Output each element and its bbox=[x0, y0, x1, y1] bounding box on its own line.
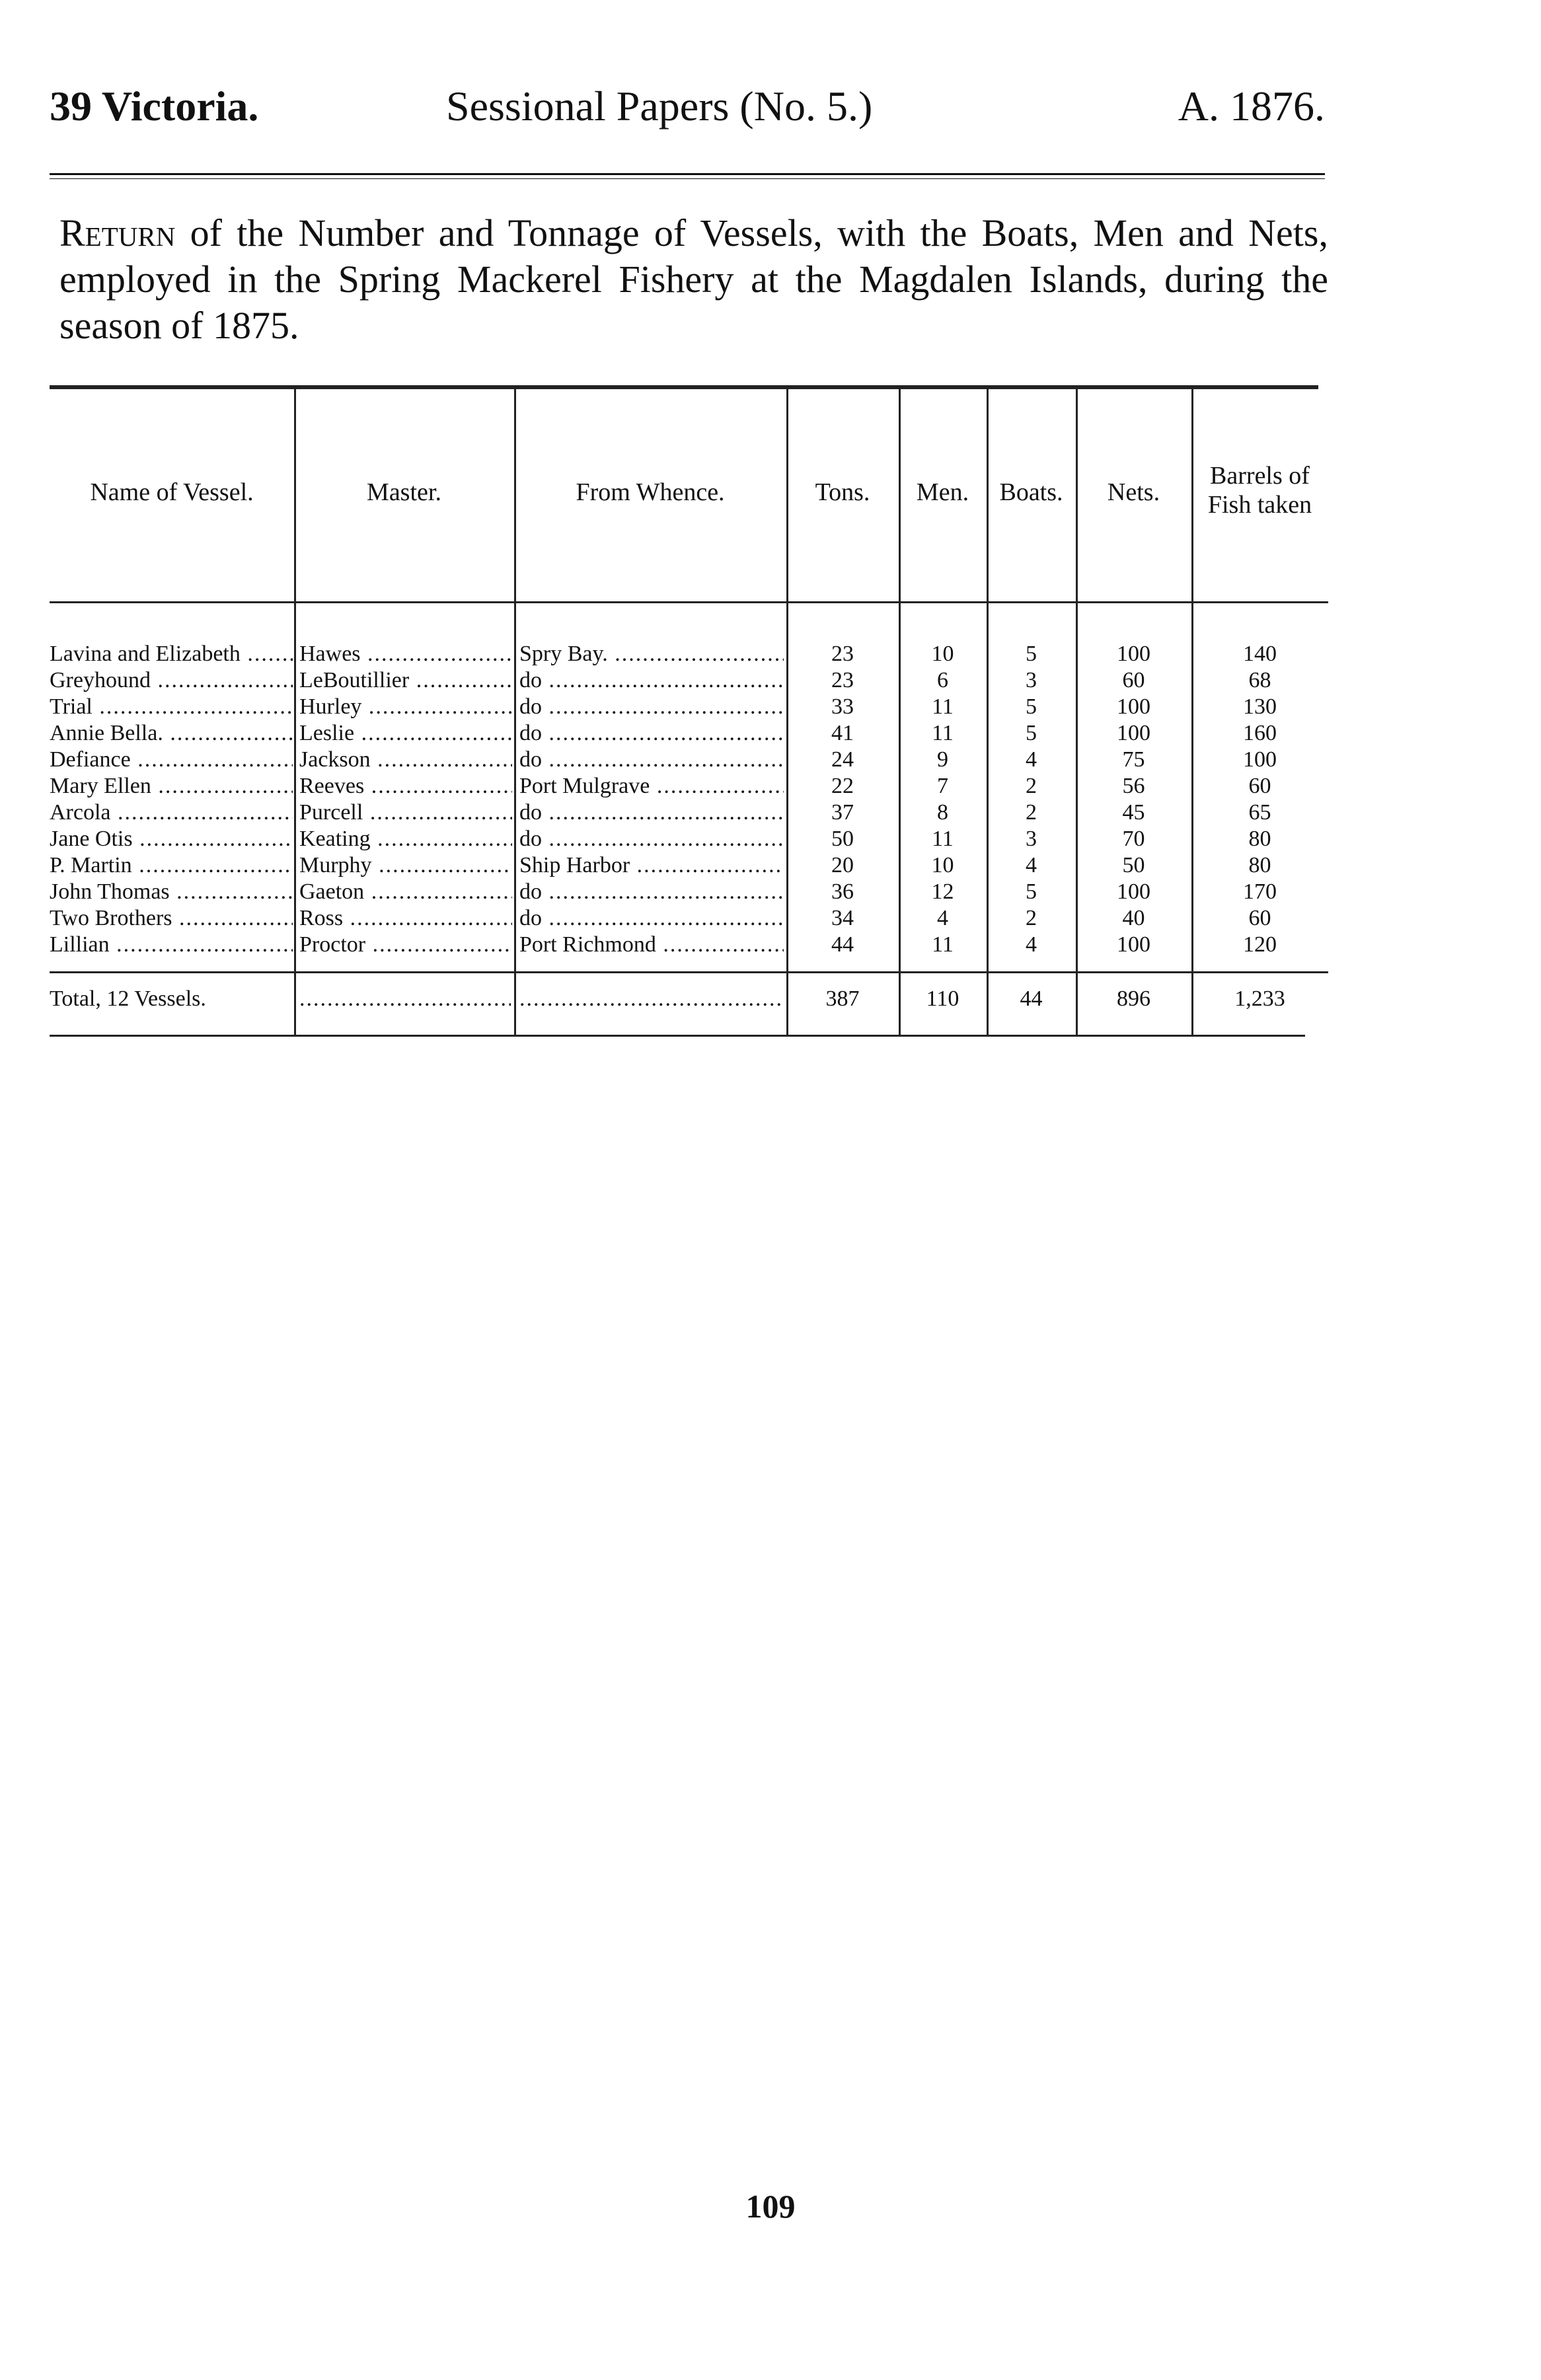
col-header-vessel: Name of Vessel. bbox=[90, 478, 254, 506]
cell-from: do ..... bbox=[519, 879, 784, 905]
cell-vessel: Lillian ..... bbox=[50, 932, 293, 957]
cell-from: do ..... bbox=[519, 694, 784, 720]
cell-nets: 56 bbox=[1122, 774, 1145, 798]
cell-boats: 4 bbox=[1026, 747, 1037, 772]
cell-master: Murphy ..... bbox=[299, 853, 512, 878]
cell-master: Gaeton ..... bbox=[299, 879, 512, 905]
cell-boats: 5 bbox=[1026, 642, 1037, 666]
total-row bbox=[50, 986, 1328, 1013]
cell-vessel: P. Martin ..... bbox=[50, 853, 293, 878]
cell-tons: 50 bbox=[831, 827, 854, 851]
cell-barrels: 160 bbox=[1243, 721, 1277, 745]
header-rule bbox=[50, 173, 1325, 175]
cell-men: 7 bbox=[937, 774, 948, 798]
total-tons: 387 bbox=[825, 986, 860, 1011]
cell-boats: 5 bbox=[1026, 694, 1037, 719]
cell-men: 4 bbox=[937, 906, 948, 930]
cell-boats: 5 bbox=[1026, 721, 1037, 745]
header-right: A. 1876. bbox=[1178, 83, 1325, 130]
cell-nets: 100 bbox=[1117, 932, 1150, 957]
cell-tons: 41 bbox=[831, 721, 854, 745]
cell-tons: 37 bbox=[831, 800, 854, 825]
table-row bbox=[50, 827, 1328, 853]
cell-tons: 24 bbox=[831, 747, 854, 772]
table-row bbox=[50, 642, 1328, 668]
cell-nets: 75 bbox=[1122, 747, 1145, 772]
cell-men: 12 bbox=[931, 879, 954, 904]
table-row bbox=[50, 721, 1328, 747]
table-row bbox=[50, 800, 1328, 827]
total-leader-master bbox=[299, 986, 511, 1012]
cell-boats: 4 bbox=[1026, 932, 1037, 957]
cell-tons: 36 bbox=[831, 879, 854, 904]
cell-tons: 33 bbox=[831, 694, 854, 719]
cell-master: Reeves ..... bbox=[299, 774, 512, 799]
total-label: Total, 12 Vessels. bbox=[50, 986, 206, 1011]
running-header bbox=[50, 82, 1325, 135]
table-row bbox=[50, 668, 1328, 694]
cell-vessel: John Thomas ..... bbox=[50, 879, 293, 905]
cell-barrels: 80 bbox=[1248, 827, 1271, 851]
cell-nets: 50 bbox=[1122, 853, 1145, 877]
title-text: of the Number and Tonnage of Vessels, with the Boats, Men and Nets, employed in the Spring Mackerel Fishery at the Magdalen Islands, during the season of 1875. bbox=[59, 211, 1328, 347]
table-row bbox=[50, 906, 1328, 932]
cell-vessel: Mary Ellen ..... bbox=[50, 774, 293, 799]
cell-men: 10 bbox=[931, 642, 954, 666]
cell-from: Port Richmond ..... bbox=[519, 932, 784, 957]
total-top-rule bbox=[50, 971, 1328, 973]
total-men: 110 bbox=[926, 986, 959, 1011]
cell-from: do ..... bbox=[519, 721, 784, 746]
header-rule-thin bbox=[50, 178, 1325, 179]
col-header-master: Master. bbox=[367, 478, 441, 506]
cell-from: Port Mulgrave ..... bbox=[519, 774, 784, 799]
cell-master: Jackson ..... bbox=[299, 747, 512, 772]
cell-men: 11 bbox=[932, 827, 954, 851]
cell-from: Ship Harbor ..... bbox=[519, 853, 784, 878]
cell-barrels: 140 bbox=[1243, 642, 1277, 666]
header-bottom-rule bbox=[50, 601, 1328, 603]
table-row bbox=[50, 774, 1328, 800]
table-row bbox=[50, 932, 1328, 959]
cell-boats: 4 bbox=[1026, 853, 1037, 877]
cell-master: Hurley ..... bbox=[299, 694, 512, 720]
cell-nets: 100 bbox=[1117, 694, 1150, 719]
cell-master: Purcell ..... bbox=[299, 800, 512, 825]
cell-tons: 44 bbox=[831, 932, 854, 957]
cell-men: 11 bbox=[932, 932, 954, 957]
page-number: 109 bbox=[745, 2188, 796, 2225]
cell-tons: 22 bbox=[831, 774, 854, 798]
col-header-tons: Tons. bbox=[815, 478, 870, 506]
cell-master: Hawes ..... bbox=[299, 642, 512, 667]
cell-barrels: 68 bbox=[1248, 668, 1271, 692]
table-row bbox=[50, 694, 1328, 721]
cell-men: 11 bbox=[932, 721, 954, 745]
cell-from: do ..... bbox=[519, 668, 784, 693]
col-header-boats: Boats. bbox=[999, 478, 1063, 506]
cell-men: 10 bbox=[931, 853, 954, 877]
cell-nets: 100 bbox=[1117, 642, 1150, 666]
cell-nets: 45 bbox=[1122, 800, 1145, 825]
cell-master: Ross ..... bbox=[299, 906, 512, 931]
cell-nets: 70 bbox=[1122, 827, 1145, 851]
header-left: 39 Victoria. bbox=[50, 83, 259, 130]
cell-vessel: Arcola ..... bbox=[50, 800, 293, 825]
cell-from: do ..... bbox=[519, 800, 784, 825]
cell-vessel: Lavina and Elizabeth ..... bbox=[50, 642, 293, 667]
document-title bbox=[59, 210, 1328, 349]
cell-barrels: 120 bbox=[1243, 932, 1277, 957]
cell-barrels: 130 bbox=[1243, 694, 1277, 719]
title-lead: Return bbox=[59, 211, 176, 254]
table-bottom-rule bbox=[50, 1035, 1305, 1037]
cell-boats: 5 bbox=[1026, 879, 1037, 904]
table-row bbox=[50, 853, 1328, 879]
cell-tons: 34 bbox=[831, 906, 854, 930]
cell-vessel: Defiance ..... bbox=[50, 747, 293, 772]
vessel-table bbox=[50, 385, 1328, 1046]
cell-men: 9 bbox=[937, 747, 948, 772]
table-row bbox=[50, 879, 1328, 906]
cell-tons: 23 bbox=[831, 668, 854, 692]
cell-boats: 3 bbox=[1026, 668, 1037, 692]
cell-tons: 23 bbox=[831, 642, 854, 666]
cell-tons: 20 bbox=[831, 853, 854, 877]
cell-nets: 40 bbox=[1122, 906, 1145, 930]
header-center: Sessional Papers (No. 5.) bbox=[446, 83, 873, 130]
cell-from: Spry Bay. ..... bbox=[519, 642, 784, 667]
cell-barrels: 100 bbox=[1243, 747, 1277, 772]
cell-men: 8 bbox=[937, 800, 948, 825]
col-header-nets: Nets. bbox=[1107, 478, 1160, 506]
table-row bbox=[50, 747, 1328, 774]
cell-master: Proctor ..... bbox=[299, 932, 512, 957]
col-header-from: From Whence. bbox=[576, 478, 725, 506]
cell-vessel: Annie Bella. ..... bbox=[50, 721, 293, 746]
col-header-men: Men. bbox=[916, 478, 969, 506]
cell-nets: 60 bbox=[1122, 668, 1145, 692]
total-leader-from bbox=[519, 986, 784, 1012]
cell-men: 11 bbox=[932, 694, 954, 719]
cell-boats: 2 bbox=[1026, 774, 1037, 798]
cell-barrels: 80 bbox=[1248, 853, 1271, 877]
table-top-rule bbox=[50, 385, 1318, 389]
cell-vessel: Greyhound ..... bbox=[50, 668, 293, 693]
cell-boats: 2 bbox=[1026, 800, 1037, 825]
cell-barrels: 60 bbox=[1248, 774, 1271, 798]
cell-vessel: Trial ..... bbox=[50, 694, 293, 720]
cell-barrels: 65 bbox=[1248, 800, 1271, 825]
cell-vessel: Jane Otis ..... bbox=[50, 827, 293, 852]
cell-from: do ..... bbox=[519, 747, 784, 772]
cell-from: do ..... bbox=[519, 827, 784, 852]
cell-nets: 100 bbox=[1117, 721, 1150, 745]
total-nets: 896 bbox=[1117, 986, 1150, 1011]
cell-boats: 2 bbox=[1026, 906, 1037, 930]
col-header-barrels: Barrels of Fish taken bbox=[1207, 462, 1312, 519]
cell-boats: 3 bbox=[1026, 827, 1037, 851]
cell-men: 6 bbox=[937, 668, 948, 692]
total-barrels: 1,233 bbox=[1234, 986, 1285, 1011]
cell-nets: 100 bbox=[1117, 879, 1150, 904]
cell-barrels: 170 bbox=[1243, 879, 1277, 904]
cell-master: Keating ..... bbox=[299, 827, 512, 852]
cell-vessel: Two Brothers ..... bbox=[50, 906, 293, 931]
total-boats: 44 bbox=[1020, 986, 1043, 1011]
cell-barrels: 60 bbox=[1248, 906, 1271, 930]
cell-from: do ..... bbox=[519, 906, 784, 931]
cell-master: Leslie ..... bbox=[299, 721, 512, 746]
cell-master: LeBoutillier ..... bbox=[299, 668, 512, 693]
